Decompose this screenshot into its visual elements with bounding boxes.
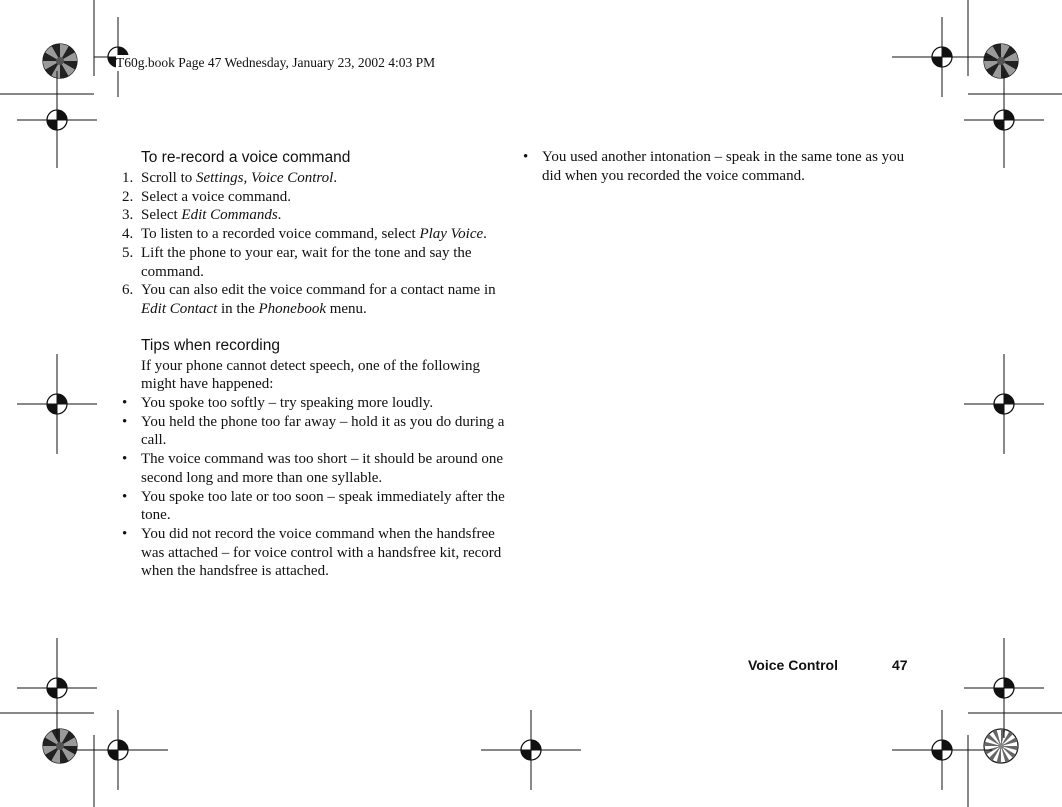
step-text: . xyxy=(483,226,487,243)
step-number: 1. xyxy=(122,170,134,186)
right-column xyxy=(523,148,913,185)
tips-bullet-list-continued xyxy=(523,148,913,185)
step-number: 3. xyxy=(122,207,134,224)
bullet-marker: • xyxy=(122,413,128,430)
tip-text: You spoke too late or too soon – speak immediately after the tone. xyxy=(141,488,505,524)
tip-text: You used another intonation – speak in the same tone as you did when you recorded the voice command. xyxy=(542,149,905,184)
step-text: To listen to a recorded voice command, select xyxy=(141,226,420,243)
step-text-emphasis: Play Voice xyxy=(419,226,484,243)
step-number: 6. xyxy=(122,282,134,299)
step-text: Lift the phone to your ear, wait for the tone and say the command. xyxy=(141,244,472,280)
section-heading-tips: Tips when recording xyxy=(141,336,280,354)
tip-item xyxy=(122,525,508,581)
step-text: Scroll to xyxy=(141,170,196,186)
tip-text: You spoke too softly – try speaking more loudly. xyxy=(141,395,434,412)
step-text: . xyxy=(277,207,282,224)
step-text: You can also edit the voice command for a contact name in xyxy=(141,282,496,299)
tip-item xyxy=(122,450,508,487)
print-slug-line: T60g.book Page 47 Wednesday, January 23, 2002 4:03 PM xyxy=(116,55,436,70)
step-item xyxy=(122,225,508,244)
step-text-emphasis: Phonebook xyxy=(258,300,326,317)
bullet-marker: • xyxy=(122,525,128,542)
section-heading-rerecord: To re-record a voice command xyxy=(141,149,351,166)
tip-item xyxy=(122,488,508,525)
bullet-marker: • xyxy=(523,149,529,165)
step-text-emphasis: Edit Commands xyxy=(181,207,278,224)
step-item xyxy=(122,169,508,188)
tips-intro-paragraph: If your phone cannot detect speech, one of the following might have happened: xyxy=(141,357,481,393)
step-item xyxy=(122,206,508,225)
step-item xyxy=(122,244,508,281)
tips-bullet-list xyxy=(122,394,508,581)
step-text: in the xyxy=(217,300,259,317)
step-text: menu. xyxy=(325,300,367,317)
step-text: . xyxy=(333,170,338,186)
step-item xyxy=(122,281,508,318)
tip-item xyxy=(523,148,913,185)
step-text-emphasis: Settings, Voice Control xyxy=(196,170,334,186)
tip-item xyxy=(122,394,508,413)
step-number: 2. xyxy=(122,188,134,205)
bullet-marker: • xyxy=(122,451,128,468)
left-column xyxy=(122,148,508,581)
tip-text: The voice command was too short – it should be around one second long and more than one syllable. xyxy=(141,451,504,486)
bullet-marker: • xyxy=(122,395,128,412)
step-text-emphasis: Edit Contact xyxy=(141,300,218,317)
footer-section-title: Voice Control xyxy=(748,657,838,673)
step-number: 4. xyxy=(122,226,134,243)
step-text: Select xyxy=(141,207,182,224)
tip-item xyxy=(122,413,508,450)
footer-page-number: 47 xyxy=(892,657,908,673)
step-item xyxy=(122,188,508,207)
rerecord-steps-list xyxy=(122,169,508,319)
step-number: 5. xyxy=(122,244,134,261)
bullet-marker: • xyxy=(122,488,128,505)
tip-text: You did not record the voice command when the handsfree was attached – for voice control with a handsfree kit, record when the handsfree is attached. xyxy=(141,525,502,580)
step-text: Select a voice command. xyxy=(141,188,291,205)
tip-text: You held the phone too far away – hold it as you do during a call. xyxy=(141,413,505,449)
